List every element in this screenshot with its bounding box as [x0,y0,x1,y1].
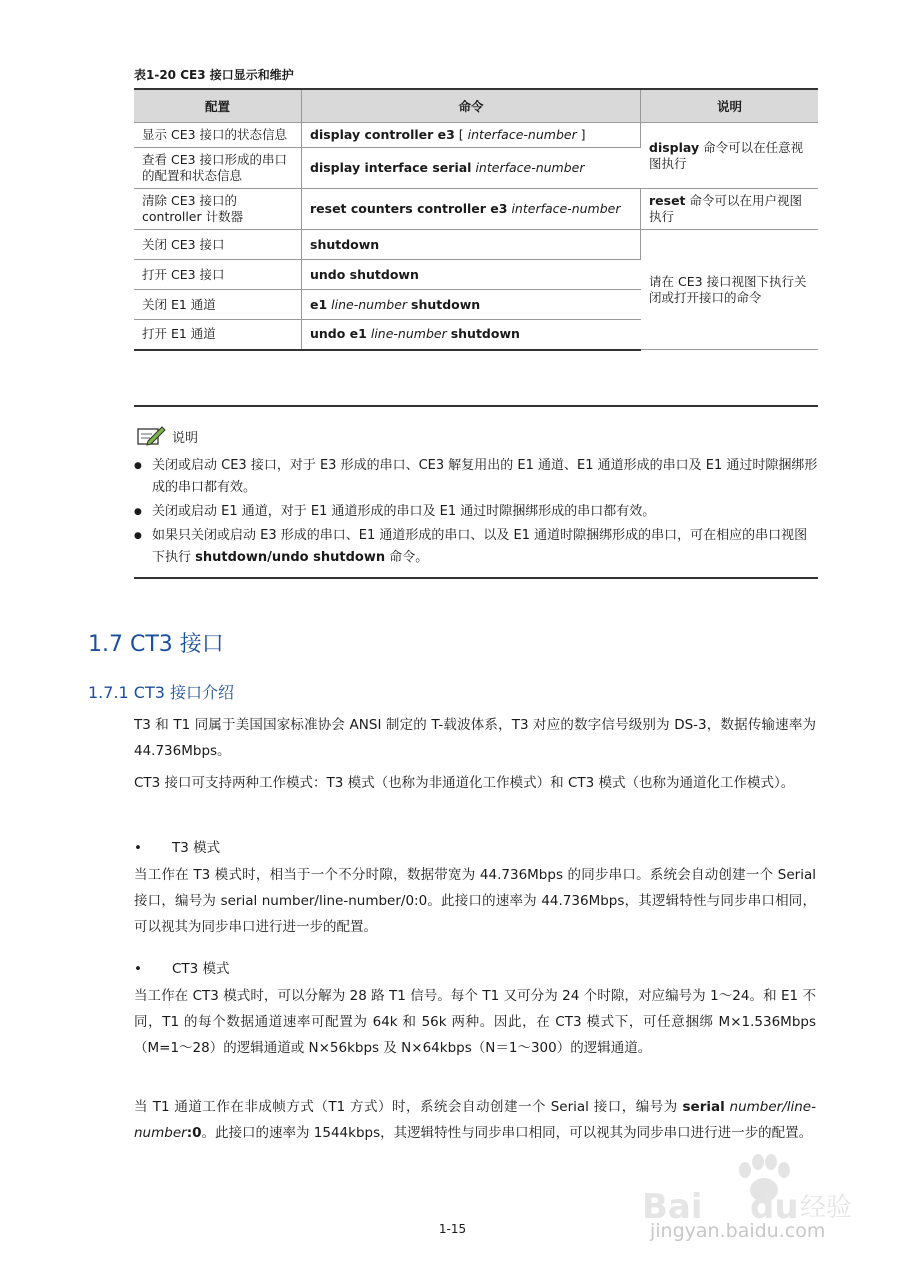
table-row [134,189,818,230]
header-command: 命令 [302,89,641,123]
paragraph: 当 T1 通道工作在非成帧方式（T1 方式）时，系统会自动创建一个 Serial 接口，编号为 serial number/line-number:0。此接口的速率为 1544kbps，其逻辑特性与同步串口相同，可以视其为同步串口进行进一步的配置。 [134,1099,816,1141]
note-cell-display: display 命令可以在任意视图执行 [641,123,819,189]
config-cell: 查看 CE3 接口形成的串口的配置和状态信息 [134,148,302,189]
svg-text:经验: 经验 [800,1193,853,1223]
note-box [134,405,818,579]
command-cell: display interface serial interface-number [302,148,641,189]
watermark-url: jingyan.baidu.com [650,1220,826,1242]
paragraph: 当工作在 CT3 模式时，可以分解为 28 路 T1 信号。每个 T1 又可分为 24 个时隙，对应编号为 1～24。和 E1 不同，T1 的每个数据通道速率可配置为 64k 和 56k 两种。因此，在 CT3 模式下，可任意捆绑 M×1.536Mbps（M=1～28）的逻辑通道或 N×56kbps 及 N×64kbps（N＝1～300）的逻辑通道。 [134,988,816,1056]
command-cell: shutdown [302,230,641,260]
bullet-ct3: • CT3 模式 [134,961,230,977]
config-cell: 显示 CE3 接口的状态信息 [134,123,302,148]
config-cell: 打开 E1 通道 [134,320,302,350]
paragraph: CT3 接口可支持两种工作模式：T3 模式（也称为非通道化工作模式）和 CT3 模式（也称为通道化工作模式）。 [134,775,795,791]
header-description: 说明 [641,89,819,123]
command-cell: reset counters controller e3 interface-number [302,189,641,230]
config-cell: 关闭 CE3 接口 [134,230,302,260]
list-item: ● 关闭或启动 CE3 接口，对于 E3 形成的串口、CE3 解复用出的 E1 通道、E1 通道形成的串口及 E1 通过时隙捆绑形成的串口都有效。 [134,455,818,499]
section-heading: 1.7 CT3 接口 [88,632,224,657]
paragraph: 当工作在 T3 模式时，相当于一个不分时隙，数据带宽为 44.736Mbps 的同步串口。系统会自动创建一个 Serial 接口，编号为 serial number/line-number/0:0。此接口的速率为 44.736Mbps，其逻辑特性与同步串口相同，可以视其为同步串口进行进一步的配置。 [134,867,816,935]
subsection-heading: 1.7.1 CT3 接口介绍 [88,683,235,702]
svg-text:Bai: Bai [642,1187,703,1227]
note-title: 说明 [172,430,199,446]
table-row [134,230,818,260]
command-cell: display controller e3 [ interface-number ] [302,123,641,148]
config-cell: 清除 CE3 接口的 controller 计数器 [134,189,302,230]
command-cell: undo shutdown [302,260,641,290]
note-cell-reset: reset 命令可以在用户视图执行 [641,189,819,230]
table-header-row [134,89,818,123]
config-cell: 关闭 E1 通道 [134,290,302,320]
note-heading [136,425,198,447]
list-item: ● 如果只关闭或启动 E3 形成的串口、E1 通道形成的串口、以及 E1 通道时隙捆绑形成的串口，可在相应的串口视图下执行 shutdown/undo shutdown 命令。 [134,525,818,569]
table-row [134,123,818,148]
note-list [134,455,818,571]
bullet-t3: • T3 模式 [134,840,221,856]
header-config: 配置 [134,89,302,123]
list-item: ● 关闭或启动 E1 通道，对于 E1 通道形成的串口及 E1 通过时隙捆绑形成的串口都有效。 [134,501,818,523]
paragraph: T3 和 T1 同属于美国国家标准协会 ANSI 制定的 T-载波体系，T3 对应的数字信号级别为 DS-3，数据传输速率为 44.736Mbps。 [134,717,816,759]
table-caption: 表1-20 CE3 接口显示和维护 [134,68,294,82]
command-cell: undo e1 line-number shutdown [302,320,641,350]
page-number: 1-15 [438,1222,467,1236]
svg-text:du: du [750,1187,799,1227]
note-cell-shutdown: 请在 CE3 接口视图下执行关闭或打开接口的命令 [641,230,819,350]
config-table [134,88,818,351]
command-cell: e1 line-number shutdown [302,290,641,320]
pencil-note-icon [136,425,166,447]
config-cell: 打开 CE3 接口 [134,260,302,290]
